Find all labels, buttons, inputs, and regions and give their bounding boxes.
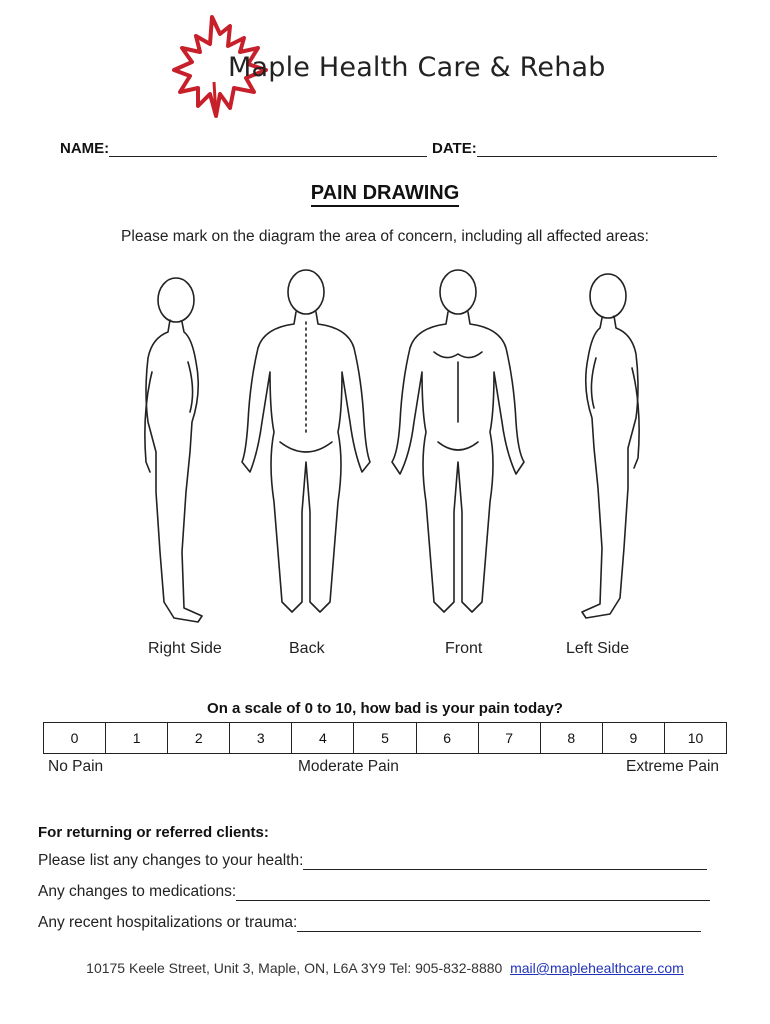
scale-option-7[interactable]: 7 <box>479 723 541 753</box>
page-title: PAIN DRAWING <box>0 182 770 205</box>
scale-option-9[interactable]: 9 <box>603 723 665 753</box>
scale-low-label: No Pain <box>48 758 104 775</box>
scale-option-2[interactable]: 2 <box>168 723 230 753</box>
scale-option-6[interactable]: 6 <box>417 723 479 753</box>
medication-changes-label: Any changes to medications: <box>38 883 237 900</box>
scale-option-0[interactable]: 0 <box>44 723 106 753</box>
pain-scale-question: On a scale of 0 to 10, how bad is your pain today? <box>207 700 563 717</box>
scale-option-1[interactable]: 1 <box>106 723 168 753</box>
label-front: Front <box>445 640 483 657</box>
instruction-text: Please mark on the diagram the area of concern, including all affected areas: <box>121 228 649 245</box>
date-field[interactable] <box>432 140 717 157</box>
scale-option-4[interactable]: 4 <box>292 723 354 753</box>
returning-clients-heading: For returning or referred clients: <box>38 824 269 841</box>
scale-option-8[interactable]: 8 <box>541 723 603 753</box>
date-label: DATE: <box>432 140 477 157</box>
figure-front[interactable] <box>392 270 524 612</box>
footer-email-link[interactable]: mail@maplehealthcare.com <box>510 960 684 976</box>
name-label: NAME: <box>60 140 110 157</box>
brand-name: Maple Health Care & Rehab <box>228 52 606 83</box>
name-field[interactable] <box>60 140 427 157</box>
name-line[interactable] <box>109 142 427 157</box>
label-left-side: Left Side <box>566 640 630 657</box>
scale-high-label: Extreme Pain <box>626 758 720 775</box>
hospitalizations-field[interactable] <box>38 914 701 932</box>
health-changes-line[interactable] <box>303 855 707 870</box>
scale-mid-label: Moderate Pain <box>298 758 399 775</box>
scale-option-5[interactable]: 5 <box>354 723 416 753</box>
scale-option-10[interactable]: 10 <box>687 730 704 746</box>
medication-changes-field[interactable] <box>38 883 710 901</box>
pain-scale[interactable] <box>43 722 727 754</box>
figure-left-side[interactable] <box>582 274 639 618</box>
health-changes-label: Please list any changes to your health: <box>38 852 304 869</box>
medication-changes-line[interactable] <box>236 886 710 901</box>
footer <box>0 960 770 976</box>
figure-right-side[interactable] <box>145 278 202 622</box>
scale-option-3[interactable]: 3 <box>230 723 292 753</box>
body-diagram[interactable] <box>120 262 660 632</box>
hospitalizations-label: Any recent hospitalizations or trauma: <box>38 914 298 931</box>
label-right-side: Right Side <box>148 640 222 657</box>
figure-back[interactable] <box>242 270 370 612</box>
footer-phone: Tel: 905-832-8880 <box>389 960 503 976</box>
hospitalizations-line[interactable] <box>297 917 701 932</box>
date-line[interactable] <box>477 142 717 157</box>
label-back: Back <box>289 640 325 657</box>
footer-address: 10175 Keele Street, Unit 3, Maple, ON, L6A 3Y9 <box>86 960 386 976</box>
health-changes-field[interactable] <box>38 852 707 870</box>
